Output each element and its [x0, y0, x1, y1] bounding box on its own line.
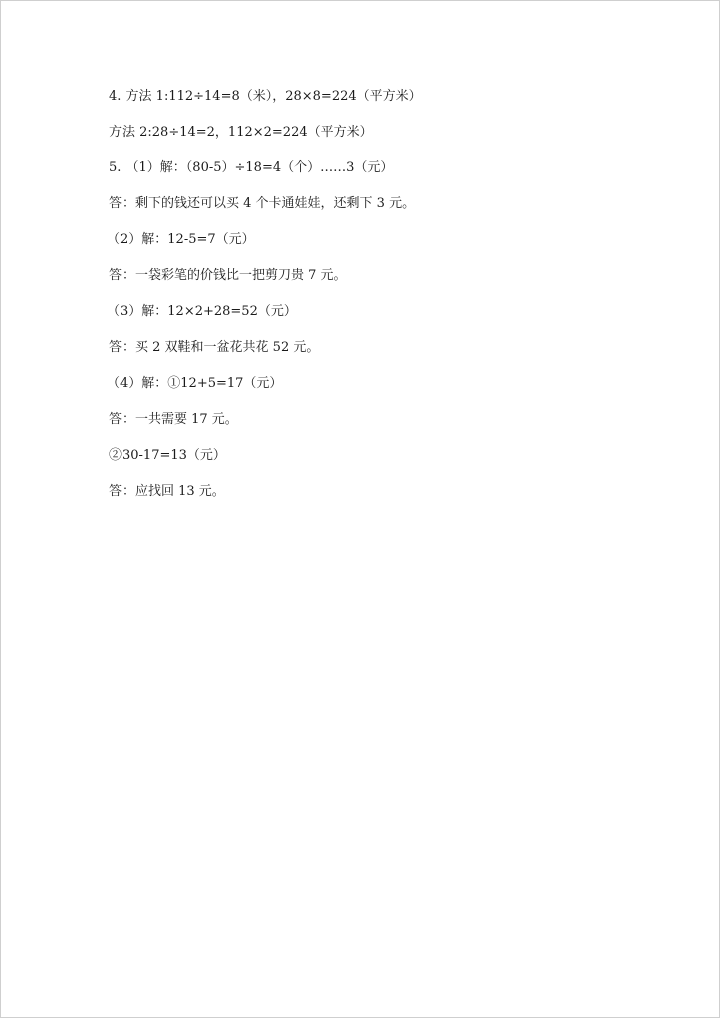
q4-method2-line: 方法 2:28÷14=2，112×2=224（平方米）	[109, 125, 373, 140]
q5-3-answer-line: 答：买 2 双鞋和一盆花共花 52 元。	[109, 340, 320, 355]
q5-2-solution-line: （2）解：12-5=7（元）	[107, 232, 255, 247]
q5-2-answer-line: 答：一袋彩笔的价钱比一把剪刀贵 7 元。	[109, 268, 347, 283]
q4-method1-line: 4. 方法 1:112÷14=8（米），28×8=224（平方米）	[109, 89, 422, 104]
q5-4-answer1-line: 答：一共需要 17 元。	[109, 412, 238, 427]
q5-3-solution-line: （3）解：12×2+28=52（元）	[107, 304, 297, 319]
q5-4-step2-line: ②30-17=13（元）	[109, 448, 226, 463]
q5-1-answer-line: 答：剩下的钱还可以买 4 个卡通娃娃，还剩下 3 元。	[109, 196, 416, 211]
q5-1-solution-line: 5. （1）解：（80-5）÷18=4（个）……3（元）	[109, 160, 394, 175]
q5-4-answer2-line: 答：应找回 13 元。	[109, 484, 225, 499]
q5-4-solution-line: （4）解：①12+5=17（元）	[107, 376, 283, 391]
